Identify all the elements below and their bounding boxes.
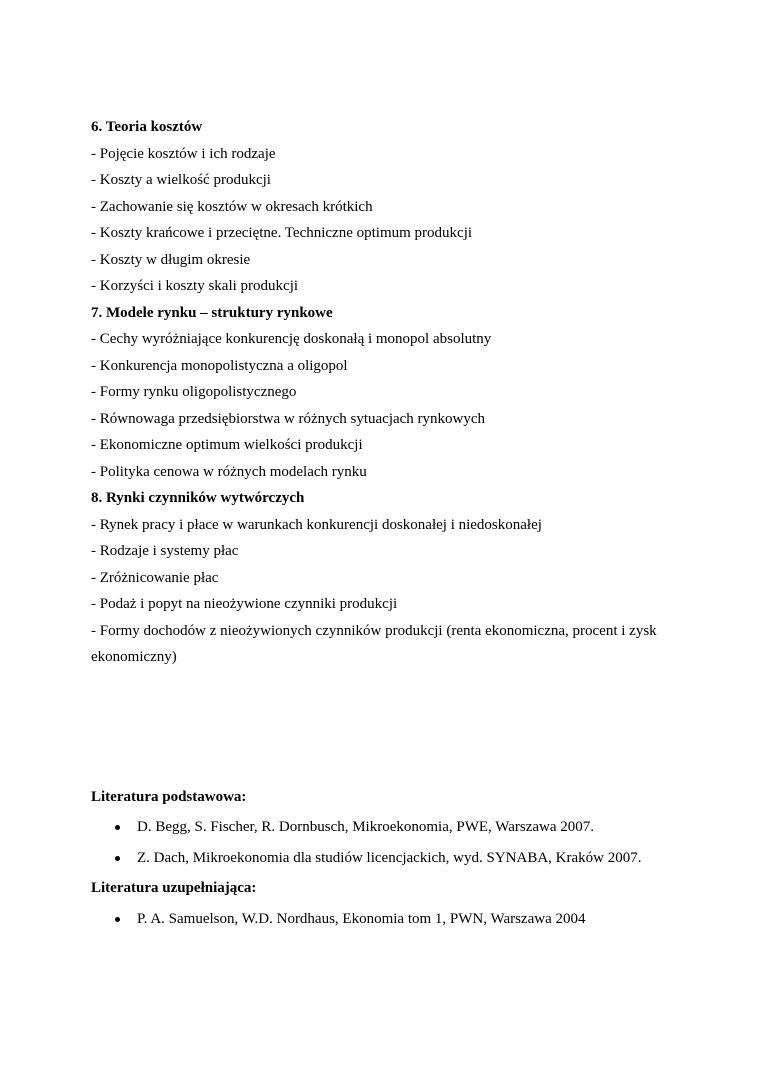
- literature-extra: [91, 875, 681, 932]
- list-item: - Podaż i popyt na nieożywione czynniki produkcji: [91, 596, 398, 612]
- list-item: - Koszty w długim okresie: [91, 251, 251, 268]
- list-item: - Cechy wyróżniające konkurencję doskonałą i monopol absolutny: [91, 331, 492, 347]
- literature-basic-list: [91, 814, 681, 871]
- list-item: - Zróżnicowanie płac: [91, 569, 219, 586]
- list-item: - Koszty krańcowe i przeciętne. Techniczne optimum produkcji: [91, 225, 473, 241]
- section-teoria-kosztow: [91, 114, 681, 300]
- section-title: 8. Rynki czynników wytwórczych: [91, 490, 305, 506]
- list-item: - Ekonomiczne optimum wielkości produkcji: [91, 437, 363, 453]
- list-item: - Konkurencja monopolistyczna a oligopol: [91, 357, 348, 374]
- list-item: - Zachowanie się kosztów w okresach krótkich: [91, 198, 373, 215]
- literature-item-text: D. Begg, S. Fischer, R. Dornbusch, Mikroekonomia, PWE, Warszawa 2007.: [137, 819, 595, 835]
- list-item: - Pojęcie kosztów i ich rodzaje: [91, 145, 276, 162]
- literature-extra-list: [91, 906, 681, 933]
- literature-item-text: Z. Dach, Mikroekonomia dla studiów licencjackich, wyd. SYNABA, Kraków 2007.: [137, 849, 642, 866]
- bullet-icon: [115, 917, 120, 922]
- bullet-icon: [115, 856, 120, 861]
- spacer: [91, 671, 681, 776]
- list-item: - Polityka cenowa w różnych modelach rynku: [91, 463, 367, 480]
- literature-item: [91, 845, 681, 872]
- section-title: 7. Modele rynku – struktury rynkowe: [91, 304, 333, 321]
- list-item: - Rodzaje i systemy płac: [91, 543, 239, 559]
- list-item: - Korzyści i koszty skali produkcji: [91, 278, 299, 294]
- document-page: [91, 114, 681, 936]
- list-item: - Rynek pracy i płace w warunkach konkurencji doskonałej i niedoskonałej: [91, 516, 542, 533]
- list-item: - Formy rynku oligopolistycznego: [91, 384, 297, 400]
- literature-basic: [91, 784, 681, 872]
- list-item: - Równowaga przedsiębiorstwa w różnych sytuacjach rynkowych: [91, 410, 486, 427]
- section-modele-rynku: [91, 300, 681, 486]
- literature-item: [91, 814, 681, 841]
- literature-extra-title: Literatura uzupełniająca:: [91, 880, 257, 896]
- literature-item-text: P. A. Samuelson, W.D. Nordhaus, Ekonomia tom 1, PWN, Warszawa 2004: [137, 910, 586, 927]
- literature-basic-title: Literatura podstawowa:: [91, 788, 247, 805]
- literature-item: [91, 906, 681, 933]
- list-item: - Koszty a wielkość produkcji: [91, 172, 271, 188]
- bullet-icon: [115, 825, 120, 830]
- section-title: 6. Teoria kosztów: [91, 119, 203, 135]
- list-item: - Formy dochodów z nieożywionych czynników produkcji (renta ekonomiczna, procent i zysk ekonomiczny): [91, 622, 657, 665]
- section-rynki-czynnikow: [91, 485, 681, 671]
